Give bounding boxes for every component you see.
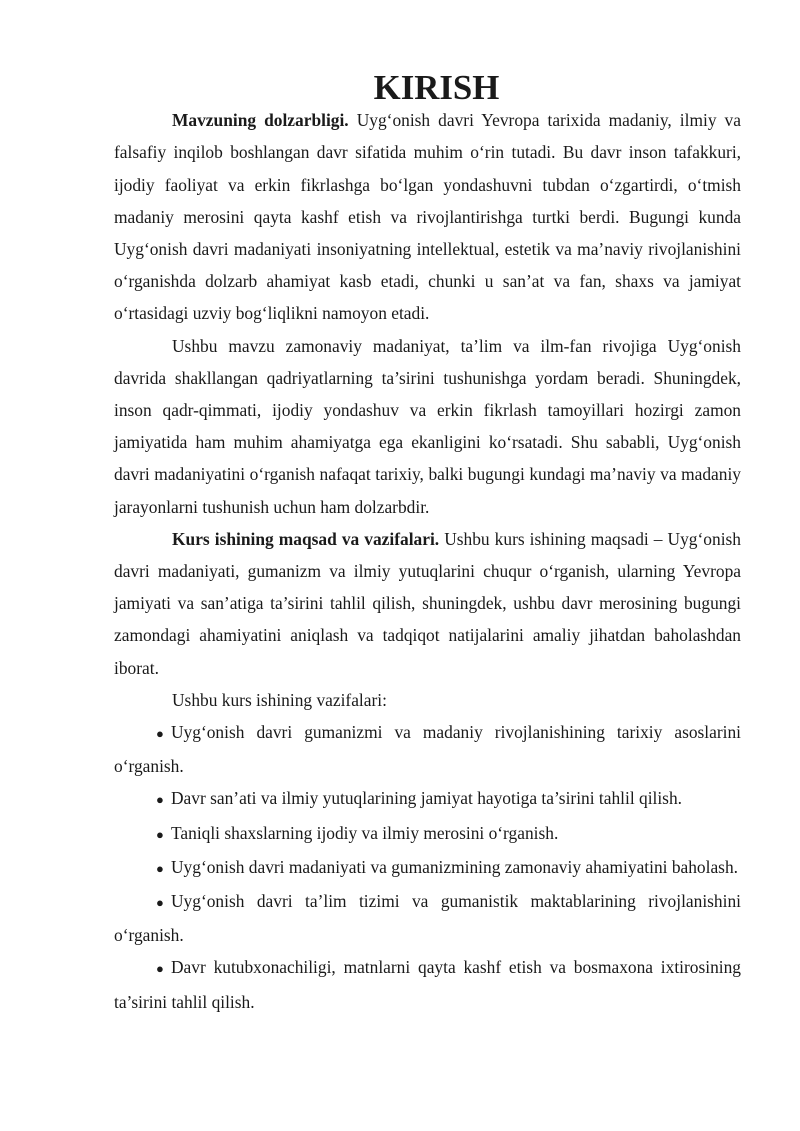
list-item-text: Uyg‘onish davri gumanizmi va madaniy rivojlanishining tarixiy asoslarini o‘rganish.	[114, 722, 741, 777]
bullet-icon: ●	[156, 792, 164, 808]
relevance-paragraph	[114, 104, 741, 329]
values-paragraph: Ushbu mavzu zamonaviy madaniyat, ta’lim va ilm-fan rivojiga Uyg‘onish davrida shakllangan qadriyatlarning ta’sirini tushunishga yordam beradi. Shuningdek, inson qadr-qimmati, ijodiy yondashuv va erkin fikrlash tamoyillari hozirgi zamon jamiyatida ham muhim ahamiyatga ega ekanligini ko‘rsatadi. Shu sababli, Uyg‘onish davri madaniyatini o‘rganish nafaqat tarixiy, balki bugungi kundagi ma’naviy va madaniy jarayonlarni tushunish uchun ham dolzarbdir.	[114, 335, 741, 517]
bullet-icon: ●	[156, 860, 164, 876]
goals-text: Ushbu kurs ishining maqsadi – Uyg‘onish davri madaniyati, gumanizm va ilmiy yutuqlarini chuqur o‘rganish, ularning Yevropa jamiyati va san’atiga ta’sirini tahlil qilish, shuningdek, ushbu davr merosining bugungi zamondagi ahamiyatini aniqlash va tadqiqot natijalarini amaliy jihatdan baholashdan iborat.	[114, 528, 741, 678]
goals-paragraph	[114, 523, 741, 684]
bullet-icon: ●	[156, 895, 164, 911]
list-item-text: Taniqli shaxslarning ijodiy va ilmiy merosini o‘rganish.	[171, 822, 559, 843]
tasks-intro: Ushbu kurs ishining vazifalari:	[172, 689, 387, 710]
tasks-list	[114, 716, 741, 1018]
list-item-text: Uyg‘onish davri madaniyati va gumanizmining zamonaviy ahamiyatini baholash.	[171, 856, 738, 877]
list-item	[114, 851, 741, 885]
page-title: KIRISH	[373, 68, 500, 107]
bullet-icon: ●	[156, 961, 164, 977]
goals-heading: Kurs ishining maqsad va vazifalari.	[172, 528, 440, 549]
list-item	[114, 817, 741, 851]
document-page	[114, 68, 741, 1018]
list-item-text: Davr san’ati va ilmiy yutuqlarining jamiyat hayotiga ta’sirini tahlil qilish.	[171, 788, 682, 809]
relevance-text: Uyg‘onish davri Yevropa tarixida madaniy, ilmiy va falsafiy inqilob boshlangan davr sifatida muhim o‘rin tutadi. Bu davr inson tafakkuri, ijodiy faoliyat va erkin fikrlashga bo‘lgan yondashuvni tubdan o‘zgartirdi, o‘tmish madaniy merosini qayta kashf etish va rivojlantirishga turtki berdi. Bugungi kunda Uyg‘onish davri madaniyati insoniyatning intellektual, estetik va ma’naviy rivojlanishini o‘rganishda dolzarb ahamiyat kasb etadi, chunki u san’at va fan, shaxs va jamiyat o‘rtasidagi uzviy bog‘liqlikni namoyon etadi.	[114, 110, 741, 324]
relevance-heading: Mavzuning dolzarbligi.	[172, 110, 349, 131]
list-item	[114, 951, 741, 1017]
list-item	[114, 782, 741, 816]
bullet-icon: ●	[156, 726, 164, 742]
list-item-text: Uyg‘onish davri ta’lim tizimi va gumanistik maktablarining rivojlanishini o‘rganish.	[114, 891, 741, 946]
list-item	[114, 716, 741, 782]
list-item-text: Davr kutubxonachiligi, matnlarni qayta kashf etish va bosmaxona ixtirosining ta’sirini tahlil qilish.	[114, 957, 741, 1012]
list-item	[114, 885, 741, 951]
bullet-icon: ●	[156, 826, 164, 842]
